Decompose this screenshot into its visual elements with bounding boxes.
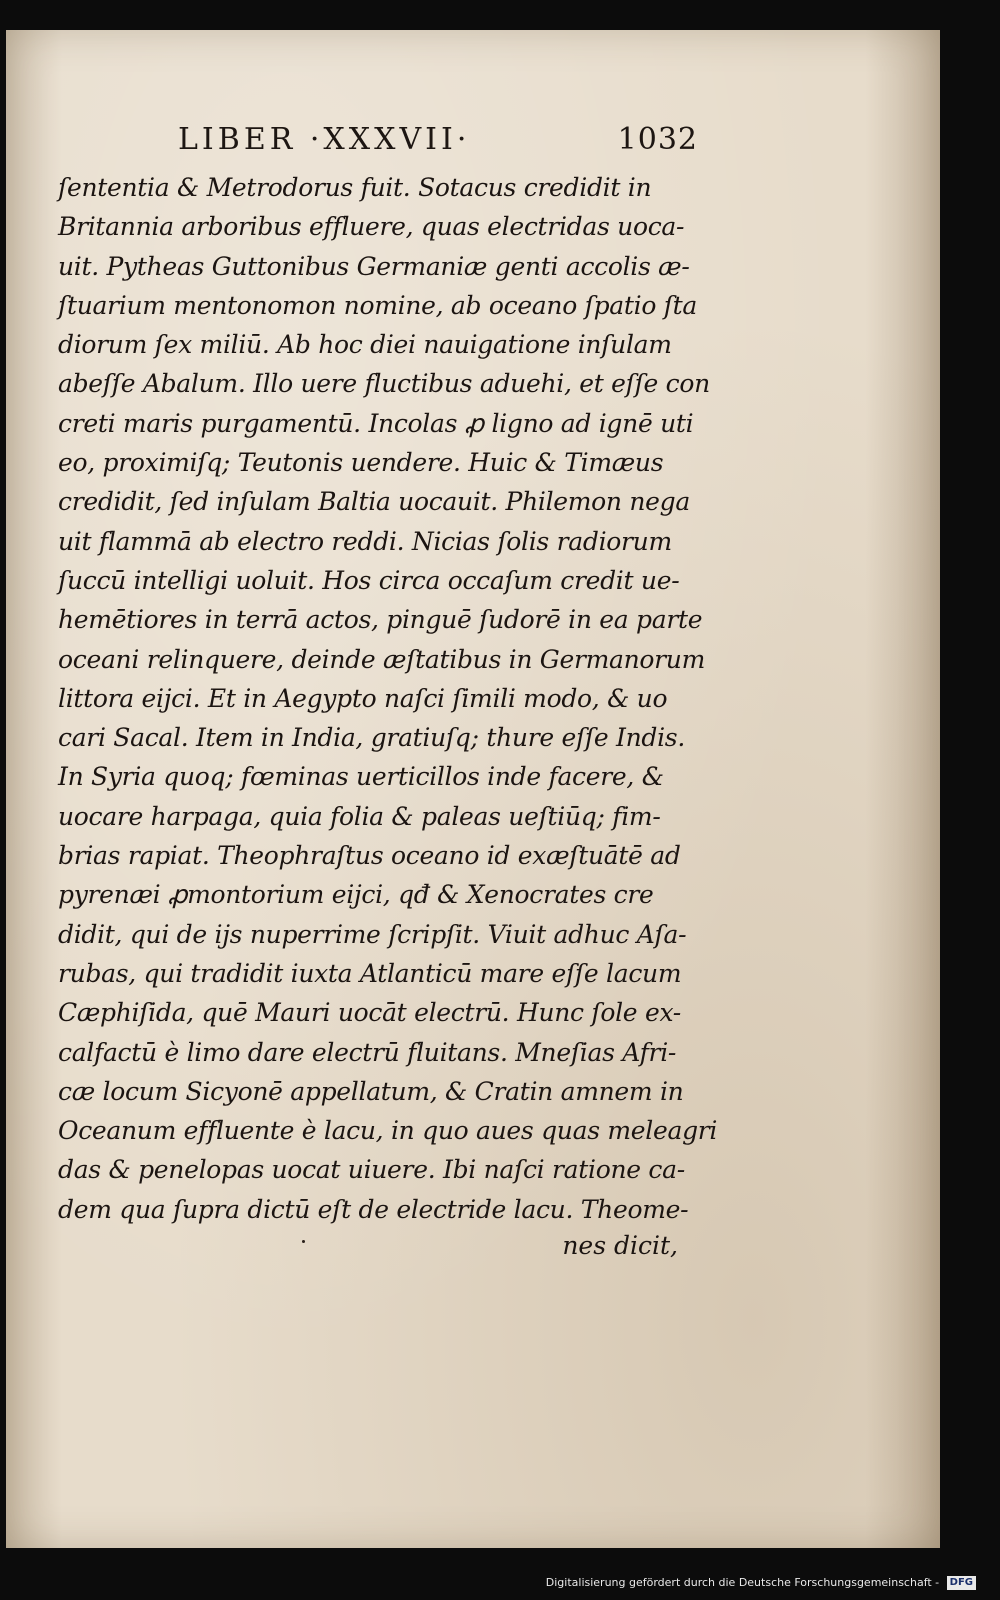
text-line: Cæphiſida, quē Mauri uocāt electrū. Hunc ſole ex- — [58, 998, 681, 1028]
running-header — [178, 118, 698, 162]
dfg-logo: DFG — [947, 1576, 976, 1590]
digitization-credit — [546, 1572, 976, 1594]
body-text — [58, 168, 718, 1229]
text-line: credidit, ſed inſulam Baltia uocauit. Philemon nega — [58, 487, 690, 517]
text-line: In Syria quoq; fœminas uerticillos inde facere, & — [58, 762, 664, 792]
text-line: Oceanum effluente è lacu, in quo aues quas meleagri — [58, 1116, 718, 1146]
text-line: hemētiores in terrā actos, pinguē ſudorē in ea parte — [58, 605, 703, 635]
text-line: uit flammā ab electro reddi. Nicias ſolis radiorum — [58, 526, 672, 556]
text-line: ſententia & Metrodorus fuit. Sotacus credidit in — [58, 173, 652, 202]
text-line: das & penelopas uocat uiuere. Ibi naſci ratione ca- — [58, 1155, 685, 1185]
credit-text: Digitalisierung gefördert durch die Deutsche Forschungsgemeinschaft - — [545, 1576, 940, 1589]
catchword: nes dicit, — [562, 1231, 678, 1260]
text-line: pyrenæi ꝓmontorium eijci, qđ & Xenocrates cre — [58, 880, 654, 910]
text-line: eo, proximiſq; Teutonis uendere. Huic & Timæus — [58, 448, 664, 478]
text-line: Britannia arboribus effluere, quas electridas uoca- — [58, 212, 685, 242]
text-line: littora eijci. Et in Aegypto naſci ſimili modo, & uo — [58, 683, 668, 713]
text-line: cæ locum Sicyonē appellatum, & Cratin amnem in — [58, 1076, 684, 1106]
text-line: ſtuarium mentonomon nomine, ab oceano ſpatio ſta — [58, 290, 698, 320]
text-line: rubas, qui tradidit iuxta Atlanticū mare eſſe lacum — [58, 958, 682, 988]
text-line: uit. Pytheas Guttonibus Germaniæ genti accolis æ- — [58, 251, 690, 281]
text-line: diorum ſex miliū. Ab hoc diei nauigatione inſulam — [58, 330, 672, 360]
text-line: oceani relinquere, deinde æſtatibus in Germanorum — [58, 644, 706, 674]
text-line: didit, qui de ijs nuperrime ſcripſit. Viuit adhuc Aſa- — [58, 919, 687, 949]
text-line: uocare harpaga, quia folia & paleas ueſtiūq; fim- — [58, 801, 661, 831]
page-number: 1032 — [617, 122, 698, 157]
header-title: LIBER ·XXXVII· — [178, 122, 471, 157]
text-line: brias rapiat. Theophraſtus oceano id exæſtuātē ad — [58, 841, 681, 871]
text-line: calfactū è limo dare electrū fluitans. Mneſias Afri- — [58, 1037, 677, 1067]
ink-speck — [302, 1240, 305, 1243]
text-line: abeſſe Abalum. Illo uere fluctibus aduehi, et eſſe con — [58, 369, 710, 399]
text-line: cari Sacal. Item in India, gratiuſq; thure eſſe Indis. — [58, 723, 685, 753]
text-line: creti maris purgamentū. Incolas ꝓ ligno ad ignē uti — [58, 408, 694, 438]
text-line: ſuccū intelligi uoluit. Hos circa occaſum credit ue- — [58, 565, 680, 595]
text-line: dem qua ſupra dictū eſt de electride lacu. Theome- — [58, 1194, 689, 1224]
